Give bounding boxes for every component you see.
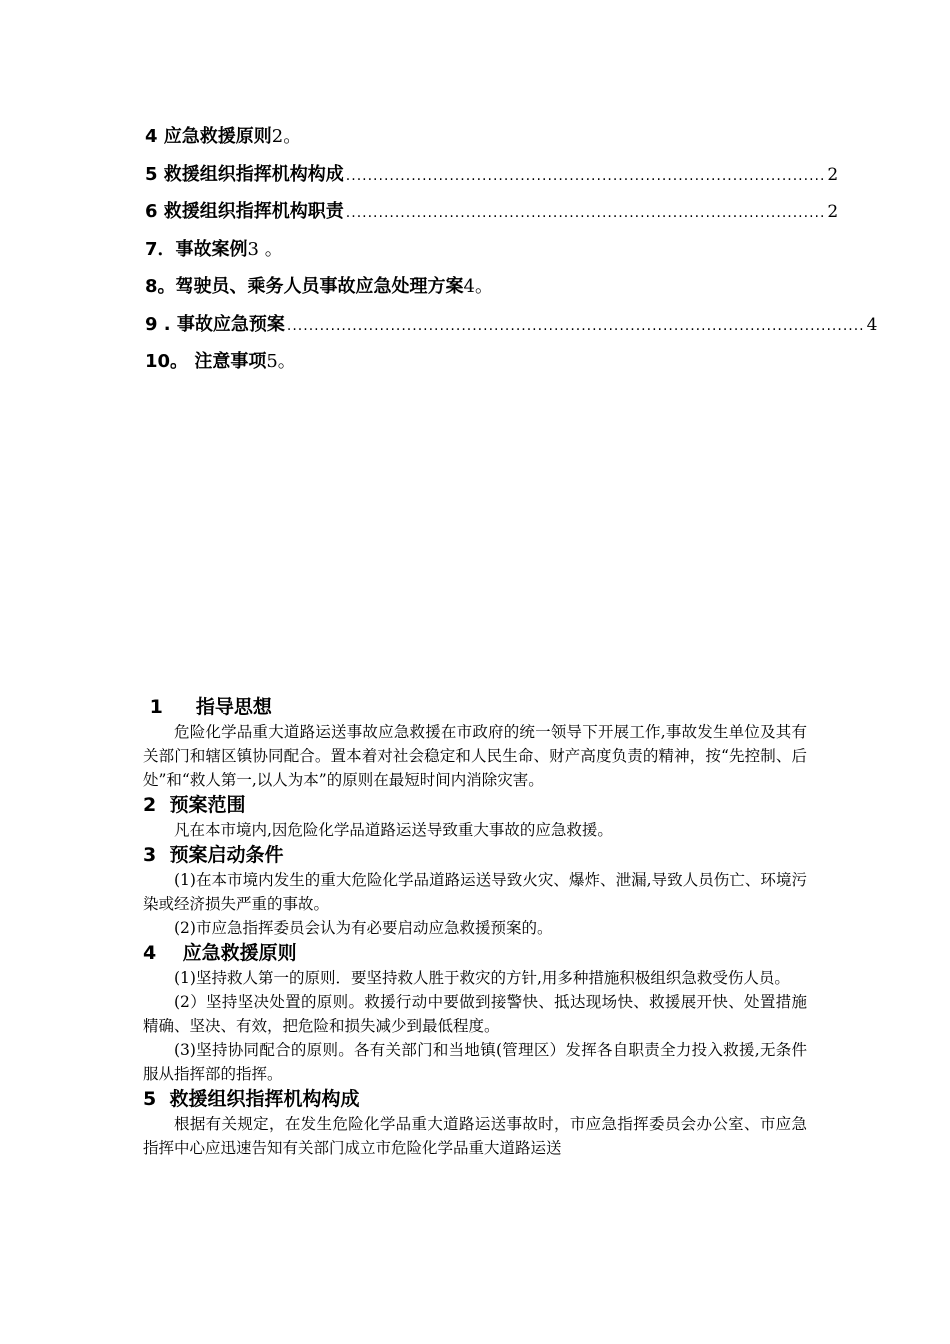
body-paragraph: 根据有关规定，在发生危险化学品重大道路运送事故时，市应急指挥委员会办公室、市应急指挥中心应迅速告知有关部门成立市危险化学品重大道路运送 [143, 1115, 807, 1157]
document-body [143, 694, 807, 1160]
section-heading-activation-conditions: 3 预案启动条件 [143, 844, 284, 866]
toc-entry-page: 2 [827, 202, 839, 222]
body-paragraph: (2）坚持坚决处置的原则。救援行动中要做到接警快、抵达现场快、救援展开快、处置措施精确、坚决、有效，把危险和损失减少到最低程度。 [143, 993, 807, 1035]
toc-leader-dots: ........................................................................................ [345, 167, 826, 184]
toc-leader-dots: ........................................................................................ [345, 205, 826, 221]
toc-entry-page: 4。 [463, 276, 493, 297]
body-paragraph: (1)在本市境内发生的重大危险化学品道路运送导致火灾、爆炸、泄漏,导致人员伤亡、环境污染或经济损失严重的事故。 [143, 871, 807, 913]
table-of-contents [145, 122, 878, 385]
body-paragraph: (2)市应急指挥委员会认为有必要启动应急救援预案的。 [174, 919, 553, 937]
toc-entry-8[interactable] [145, 272, 807, 310]
toc-entry-4[interactable] [145, 122, 807, 160]
toc-entry-label: 8。驾驶员、乘务人员事故应急处理方案 [145, 276, 464, 297]
toc-entry-page: 3 。 [247, 238, 283, 260]
toc-entry-label: 9 . 事故应急预案 [145, 313, 285, 335]
toc-entry-label: 7．事故案例 [145, 238, 248, 260]
toc-entry-6[interactable] [145, 197, 839, 235]
body-paragraph: 危险化学品重大道路运送事故应急救援在市政府的统一领导下开展工作,事故发生单位及其有关部门和辖区镇协同配合。置本着对社会稳定和人民生命、财产高度负责的精神，按“先控制、后处”和“救人第一,以人为本”的原则在最短时间内消除灾害。 [143, 723, 807, 789]
body-paragraph: 凡在本市境内,因危险化学品道路运送导致重大事故的应急救援。 [174, 821, 613, 839]
toc-entry-7[interactable] [145, 235, 807, 273]
toc-entry-label: 5 救援组织指挥机构构成 [145, 163, 344, 185]
toc-entry-5[interactable] [145, 160, 839, 198]
toc-entry-9[interactable] [145, 310, 878, 348]
toc-entry-page: 2 [827, 164, 839, 185]
toc-entry-10[interactable] [145, 347, 807, 385]
body-paragraph: (1)坚持救人第一的原则．要坚持救人胜于救灾的方针,用多种措施积极组织急救受伤人员。 [174, 969, 790, 987]
body-paragraph: (3)坚持协同配合的原则。各有关部门和当地镇(管理区）发挥各自职责全力投入救援,无条件服从指挥部的指挥。 [143, 1041, 807, 1083]
toc-entry-label: 10。 注意事项 [145, 351, 267, 372]
toc-entry-page: 4 [866, 314, 878, 335]
section-heading-command-structure: 5 救援组织指挥机构构成 [143, 1088, 360, 1110]
section-heading-scope: 2 预案范围 [143, 794, 246, 816]
section-heading-rescue-principles: 4 应急救援原则 [143, 942, 297, 964]
toc-entry-page: 5。 [266, 351, 296, 372]
toc-entry-label: 6 救援组织指挥机构职责 [145, 201, 344, 222]
section-heading-guiding-thought: 1 指导思想 [143, 696, 272, 718]
toc-leader-dots: .......................................................................................................... [286, 317, 865, 334]
toc-entry-page: 2。 [271, 126, 302, 147]
toc-entry-label: 4 应急救援原则 [145, 126, 272, 147]
